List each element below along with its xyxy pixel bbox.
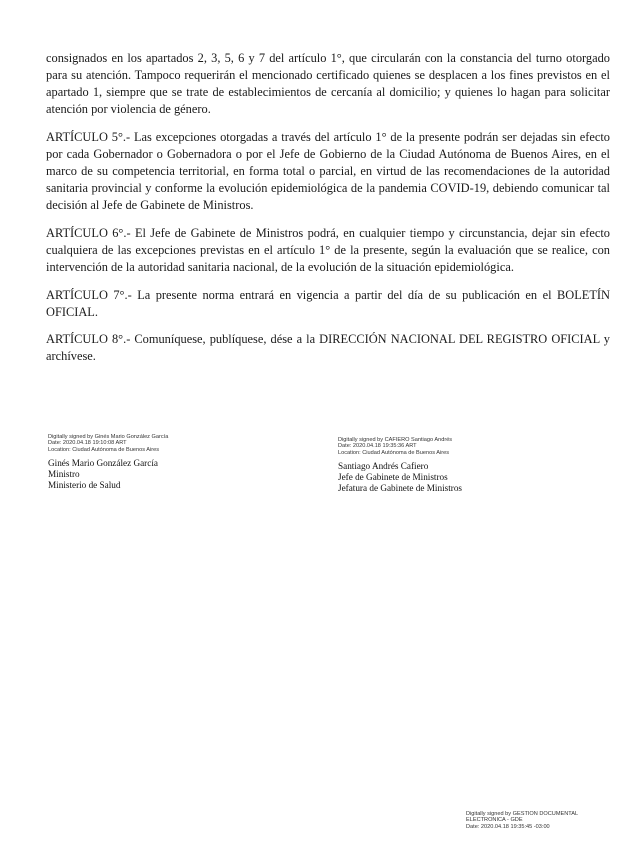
paragraph-articulo-8: ARTÍCULO 8°.- Comuníquese, publíquese, dése a la DIRECCIÓN NACIONAL DEL REGISTRO OFICIAL y archívese.: [46, 332, 610, 364]
signature-date: Date: 2020.04.18 19:35:36 ART: [338, 443, 417, 450]
gde-signed-by-cont: ELECTRONICA - GDE: [466, 817, 523, 824]
signatory-role: Jefe de Gabinete de Ministros: [338, 472, 448, 483]
signatory-name: Ginés Mario González García: [48, 457, 158, 468]
gde-signature-stamp: [466, 811, 616, 830]
signature-block-right: [338, 437, 578, 495]
gde-date: Date: 2020.04.18 19:35:45 -03:00: [466, 823, 550, 830]
digital-signature-stamp-left: [48, 434, 268, 453]
signed-by: Digitally signed by Ginés Mario González García: [48, 434, 169, 440]
paragraph-articulo-6: ARTÍCULO 6°.- El Jefe de Gabinete de Ministros podrá, en cualquier tiempo y circunstancia, dejar sin efecto cualquiera de las excepciones previstas en el artículo 1° de la presente, según la evaluación que se realice, con intervención de la autoridad sanitaria nacional, de la evolución de la situación epidemiológica.: [46, 225, 610, 275]
signature-location: Location: Ciudad Autónoma de Buenos Aires: [48, 446, 160, 453]
signature-location: Location: Ciudad Autónoma de Buenos Aires: [338, 449, 450, 456]
signatory-right: [338, 461, 578, 495]
signed-by: Digitally signed by CAFIERO Santiago Andrés: [338, 437, 453, 443]
signatory-office: Jefatura de Gabinete de Ministros: [338, 483, 462, 494]
signature-block-left: [48, 434, 268, 492]
signatory-role: Ministro: [48, 469, 80, 480]
paragraph-articulo-5: ARTÍCULO 5°.- Las excepciones otorgadas a través del artículo 1° de la presente podrán ser dejadas sin efecto por cada Gobernador o Gobernadora o por el Jefe de Gobierno de la Ciudad Autónoma de Buenos Aires, en el marco de su competencia territorial, en forma total o parcial, en virtud de las recomendaciones de la autoridad sanitaria provincial y conforme la evolución epidemiológica de la pandemia COVID-19, debiendo comunicar tal decisión al Jefe de Gabinete de Ministros.: [46, 129, 610, 213]
signatory-name: Santiago Andrés Cafiero: [338, 460, 429, 471]
paragraph-continuation: consignados en los apartados 2, 3, 5, 6 y 7 del artículo 1°, que circularán con la constancia del turno otorgado para su atención. Tampoco requerirán el mencionado certificado quienes se desplacen a los fines previstos en el apartado 1, siempre que se trate de establecimientos de cercanía al domicilio; y quienes lo hagan para solicitar atención por violencia de género.: [46, 51, 610, 117]
gde-signed-by: Digitally signed by GESTION DOCUMENTAL: [466, 811, 579, 817]
signatory-left: [48, 458, 268, 492]
digital-signature-stamp-right: [338, 437, 578, 456]
document-body: [46, 50, 610, 376]
signatory-office: Ministerio de Salud: [48, 480, 121, 491]
signature-date: Date: 2020.04.18 19:10:08 ART: [48, 440, 127, 447]
paragraph-articulo-7: ARTÍCULO 7°.- La presente norma entrará en vigencia a partir del día de su publicación en el BOLETÍN OFICIAL.: [46, 287, 610, 319]
